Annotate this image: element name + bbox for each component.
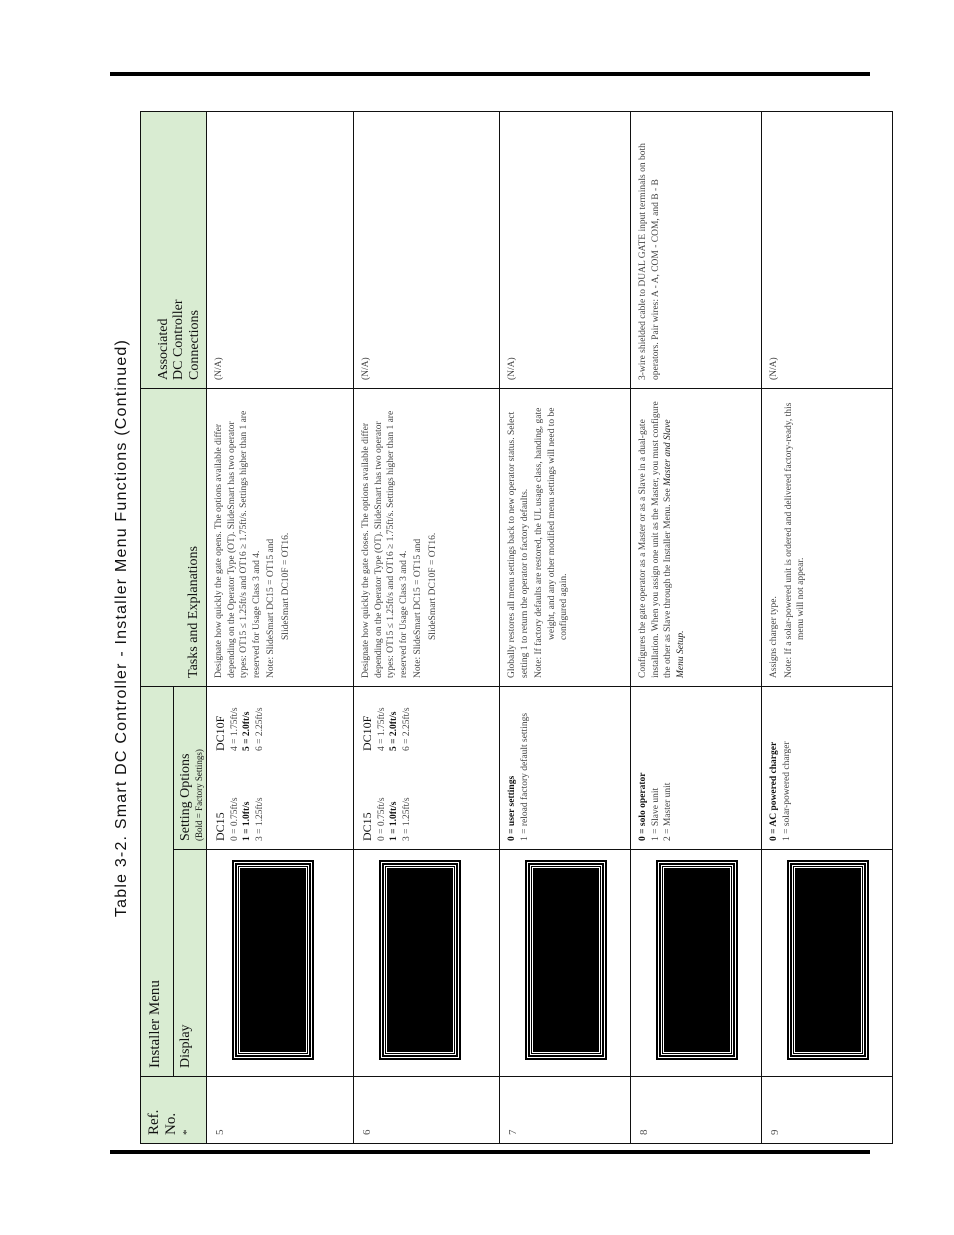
lcd-display xyxy=(661,865,733,1055)
table-row xyxy=(631,111,762,1143)
task-text: Assigns charger type. xyxy=(769,596,779,678)
associated-connections: 3-wire shielded cable to DUAL GATE input terminals on both operators. Pair wires: A - A, COM - COM, and B - B xyxy=(631,111,762,388)
display-cell xyxy=(354,850,500,1077)
setting-options xyxy=(354,686,500,849)
footer-rule xyxy=(110,1150,870,1154)
option: 4 = 1.75ft/s xyxy=(229,707,240,751)
installer-menu-table xyxy=(140,111,893,1144)
header-rule xyxy=(110,72,870,76)
opts-header-dc10f: DC10F xyxy=(213,715,227,751)
task-text: Configures the gate operator as a Master or as a Slave in a dual-gate installation. When you assign one unit as the Master, you must configure the other as Slave through the Installer Menu. See xyxy=(638,401,674,678)
header-ref-label: Ref. xyxy=(146,1109,162,1135)
task-explanation xyxy=(207,388,354,686)
table-caption: Table 3-2. Smart DC Controller - Installer Menu Functions (Continued) xyxy=(113,338,130,918)
option-default: 0 = solo operator xyxy=(638,772,648,841)
lcd-display xyxy=(792,865,864,1055)
header-associated xyxy=(141,111,207,388)
note-text: SlideSmart DC15 = OT15 and xyxy=(413,538,424,655)
task-explanation xyxy=(631,388,762,686)
setting-options xyxy=(207,686,354,849)
note-text: SlideSmart DC10F = OT16. xyxy=(427,532,438,640)
note-label: Note: xyxy=(783,656,794,678)
header-installer-menu xyxy=(141,686,207,1076)
associated-connections: (N/A) xyxy=(762,111,893,388)
task-text: Designate how quickly the gate closes. The options available differ depending on the Operator Type (OT). SlideSmart has two operator types: OT15 ≤ 1.25ft/s and OT16 ≥ 1.75ft/s. Settings higher than 1 are reserved for Usage Class 3 and 4. xyxy=(361,410,409,678)
option-default: 5 = 2.0ft/s xyxy=(242,711,253,751)
header-installer-menu-label: Installer Menu xyxy=(147,980,163,1068)
rotated-table-page xyxy=(104,112,884,1144)
opts-header-dc10f: DC10F xyxy=(360,715,374,751)
header-ref xyxy=(141,1077,207,1144)
setting-options xyxy=(500,686,631,849)
header-assoc-line2: DC Controller xyxy=(171,299,187,380)
setting-options xyxy=(762,686,893,849)
option: 6 = 2.25ft/s xyxy=(401,707,412,751)
header-assoc-line1: Associated xyxy=(155,318,171,380)
option-default: 1 = 1.0ft/s xyxy=(389,801,400,841)
option-default: 0 = AC powered charger xyxy=(769,741,779,841)
setting-options xyxy=(631,686,762,849)
lcd-display xyxy=(530,865,602,1055)
associated-connections: (N/A) xyxy=(354,111,500,388)
option: 2 = Master unit xyxy=(663,782,674,841)
task-explanation xyxy=(500,388,631,686)
option: 4 = 1.75ft/s xyxy=(376,707,387,751)
table-row xyxy=(500,111,631,1143)
row-ref: 9 xyxy=(762,1077,893,1144)
lcd-display xyxy=(384,865,456,1055)
display-cell xyxy=(500,850,631,1077)
table-header-row xyxy=(141,111,207,1143)
display-cell xyxy=(762,850,893,1077)
opts-header-dc15: DC15 xyxy=(360,812,374,841)
option: 3 = 1.25ft/s xyxy=(401,797,412,841)
note-text: SlideSmart DC15 = OT15 and xyxy=(266,538,277,655)
section-reference: Master and Slave Menu Setup. xyxy=(663,419,686,678)
header-tasks: Tasks and Explanations xyxy=(141,388,207,686)
task-text: Globally restores all menu settings back to new operator status. Select setting 1 to return the operator to factory defaults. xyxy=(507,411,530,678)
task-text: Designate how quickly the gate opens. The options available differ depending on the Operator Type (OT). SlideSmart has two operator types: OT15 ≤ 1.25ft/s and OT16 ≥ 1.75ft/s. Settings higher than 1 are reserved for Usage Class 3 and 4. xyxy=(214,410,262,678)
note-label: Note: xyxy=(534,656,545,678)
header-setting-options-label: Setting Options xyxy=(178,753,193,841)
option-default: 1 = 1.0ft/s xyxy=(242,801,253,841)
task-explanation xyxy=(354,388,500,686)
table-row xyxy=(762,111,893,1143)
header-setting-options-sub: (Bold = Factory Settings) xyxy=(194,749,204,841)
note-label: Note: xyxy=(266,656,277,678)
option: 0 = 0.75ft/s xyxy=(376,797,387,841)
option: 1 = reload factory default settings xyxy=(519,712,530,841)
task-explanation xyxy=(762,388,893,686)
header-display: Display xyxy=(174,849,206,1076)
associated-connections: (N/A) xyxy=(207,111,354,388)
option: 3 = 1.25ft/s xyxy=(254,797,265,841)
header-assoc-line3: Connections xyxy=(186,309,202,380)
option-default: 5 = 2.0ft/s xyxy=(389,711,400,751)
option-default: 0 = user settings xyxy=(507,775,517,841)
header-ref-star: * xyxy=(180,1129,193,1135)
option: 6 = 2.25ft/s xyxy=(254,707,265,751)
display-cell xyxy=(207,850,354,1077)
table-row xyxy=(207,111,354,1143)
row-ref: 7 xyxy=(500,1077,631,1144)
option: 0 = 0.75ft/s xyxy=(229,797,240,841)
header-ref-no: No. xyxy=(163,1112,180,1135)
note-text: If factory defaults are restored, the UL usage class, handing, gate weight, and any other modified menu settings will need to be configured again. xyxy=(534,407,570,655)
table-row xyxy=(354,111,500,1143)
row-ref: 8 xyxy=(631,1077,762,1144)
opts-header-dc15: DC15 xyxy=(213,812,227,841)
associated-connections: (N/A) xyxy=(500,111,631,388)
lcd-display xyxy=(237,865,309,1055)
option: 1 = solar-powered charger xyxy=(781,741,792,841)
header-setting-options xyxy=(174,687,206,849)
display-cell xyxy=(631,850,762,1077)
note-text: If a solar-powered unit is ordered and delivered factory-ready, this menu will not appear. xyxy=(783,402,807,655)
note-label: Note: xyxy=(413,656,424,678)
row-ref: 6 xyxy=(354,1077,500,1144)
row-ref: 5 xyxy=(207,1077,354,1144)
note-text: SlideSmart DC10F = OT16. xyxy=(280,532,291,640)
option: 1 = Slave unit xyxy=(650,787,661,841)
